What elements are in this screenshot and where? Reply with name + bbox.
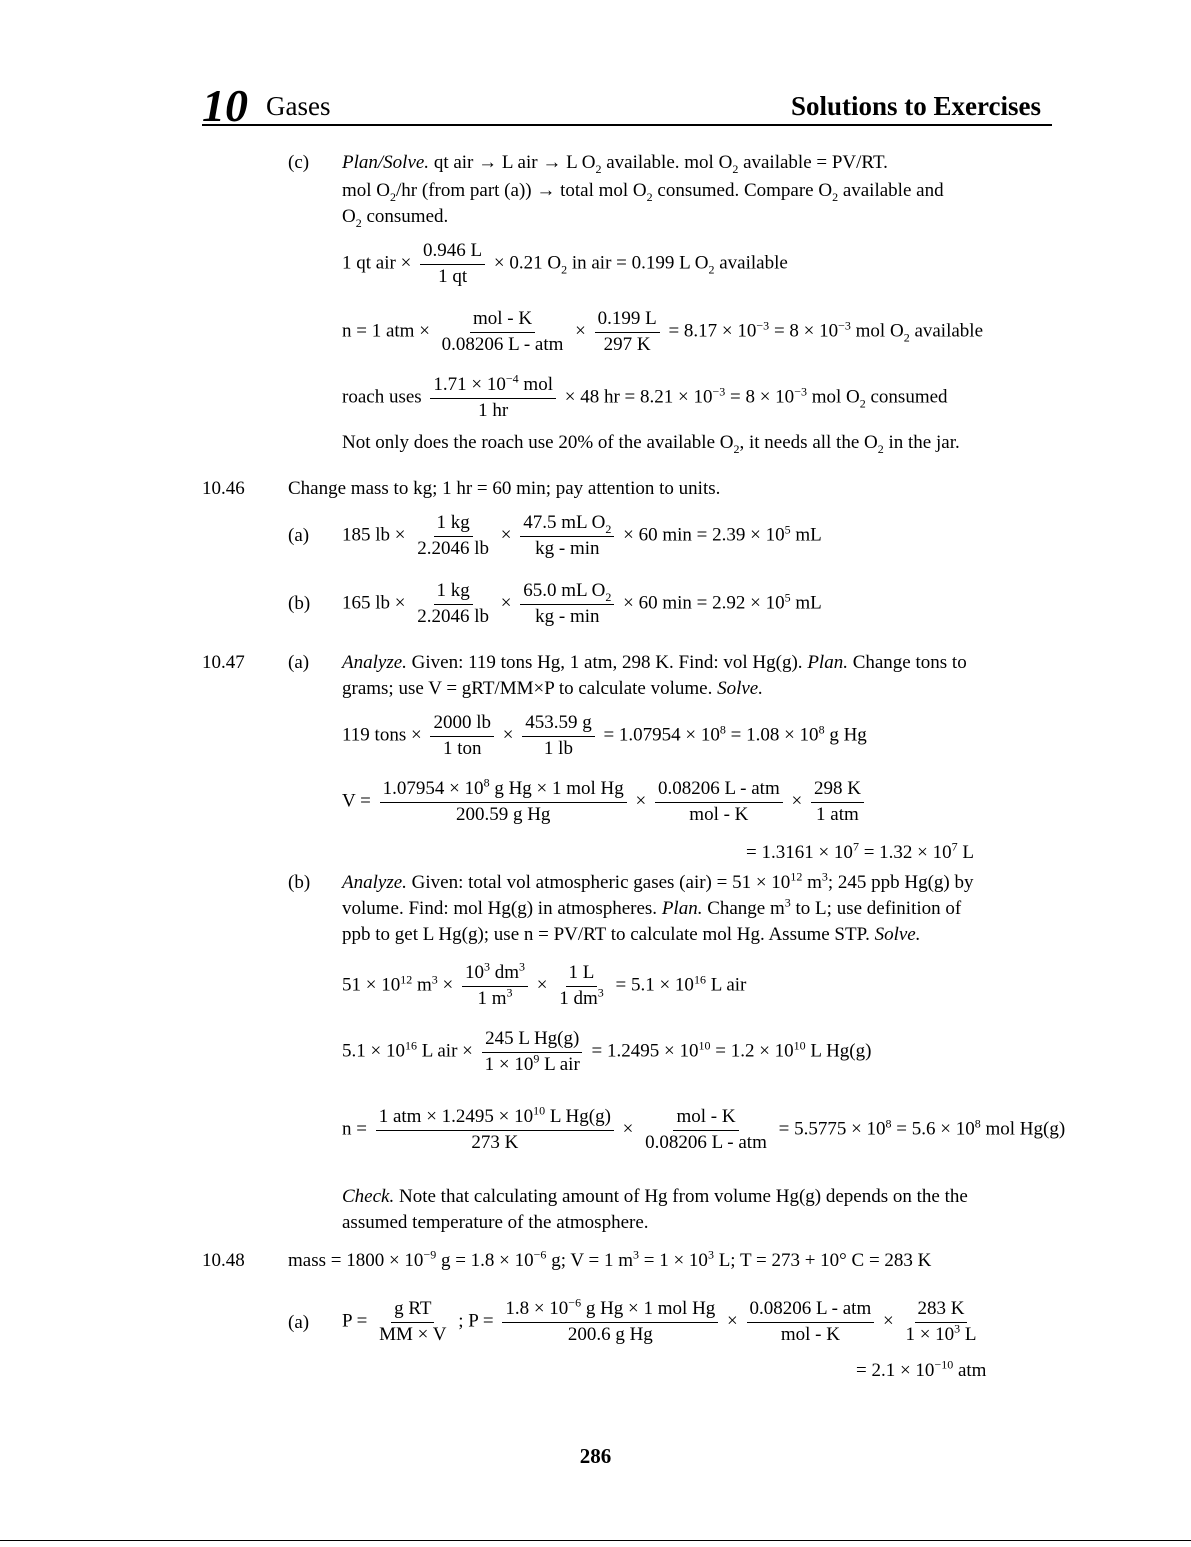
sup: 8	[719, 722, 726, 737]
text: mol O	[806, 386, 860, 408]
sub: 2	[561, 262, 568, 277]
text: g; V = 1 m	[546, 1250, 633, 1271]
part-label-c: (c)	[288, 152, 310, 173]
numerator: mol - K	[673, 1106, 738, 1131]
numerator: mol - K	[470, 308, 535, 333]
sup: 3	[519, 959, 525, 974]
text: Not only does the roach use 20% of the available O	[342, 432, 734, 453]
text: = 8 × 10	[725, 386, 795, 408]
text: mol O	[850, 320, 904, 342]
text: n =	[342, 1118, 367, 1140]
text: 165 lb ×	[342, 592, 406, 614]
10-47-b-equation-2	[342, 1028, 871, 1077]
text: L air	[705, 974, 747, 996]
sup: 3	[821, 869, 828, 884]
exercise-number-10-48: 10.48	[202, 1250, 245, 1271]
denominator: MM × V	[379, 1323, 447, 1345]
numerator: 298 K	[811, 778, 864, 803]
c-line-1	[342, 152, 888, 175]
text: grams; use V = gRT/MM×P to calculate volume.	[342, 678, 718, 699]
fraction	[376, 1298, 449, 1347]
text: × 48 hr = 8.21 × 10	[564, 386, 713, 408]
header-rule	[202, 124, 1052, 126]
text: = 5.1 × 10	[615, 974, 694, 996]
text: Solve.	[717, 678, 763, 699]
c-note	[342, 432, 960, 455]
sup: 3	[784, 895, 791, 910]
text: available. mol O	[601, 152, 733, 173]
numerator: 245 L Hg(g)	[482, 1028, 582, 1053]
text: L	[957, 842, 974, 863]
text: × 0.21 O	[493, 252, 562, 274]
denominator: 273 K	[471, 1131, 519, 1153]
text: consumed	[865, 386, 948, 408]
text: g = 1.8 × 10	[436, 1250, 534, 1271]
fraction	[902, 1298, 979, 1347]
10-47-check-line-2: assumed temperature of the atmosphere.	[342, 1212, 649, 1233]
fraction	[414, 580, 492, 629]
text: consumed. Compare O	[652, 180, 833, 201]
10-47-a-line-2	[342, 678, 763, 701]
sup: −3	[712, 384, 726, 399]
text: = 2.1 × 10	[856, 1360, 935, 1381]
10-46-intro: Change mass to kg; 1 hr = 60 min; pay attention to units.	[288, 478, 721, 499]
sub: 2	[646, 189, 653, 204]
times: ×	[500, 592, 512, 614]
c-equation-1	[342, 240, 788, 289]
sup: −3	[794, 384, 807, 399]
text: g Hg × 1 mol Hg	[581, 1298, 716, 1319]
text: 10	[464, 962, 484, 983]
text: mol	[518, 374, 553, 395]
fraction	[520, 580, 614, 629]
part-label-a: (a)	[288, 652, 310, 673]
text: m	[802, 872, 822, 893]
c-equation-2	[342, 308, 983, 357]
sup: 3	[954, 1321, 961, 1336]
denominator	[482, 1053, 583, 1077]
text: 1 × 10	[905, 1323, 955, 1345]
text: mL	[790, 592, 822, 614]
numerator	[430, 371, 556, 399]
text: O	[342, 206, 356, 227]
text: /hr (from part (a)) → total mol O	[396, 180, 647, 201]
text: L	[960, 1323, 977, 1345]
text: P =	[342, 1310, 368, 1332]
text: 1 dm	[559, 987, 598, 1009]
numerator: 1 kg	[434, 512, 473, 537]
text: Analyze.	[342, 652, 407, 673]
sub: 2	[832, 189, 839, 204]
text: consumed.	[361, 206, 449, 227]
sup: 8	[818, 722, 825, 737]
denominator: 1 lb	[543, 737, 573, 759]
text: dm	[489, 962, 519, 983]
exercise-number-10-47: 10.47	[202, 652, 245, 673]
10-47-check-line-1	[342, 1186, 968, 1209]
numerator: 1 kg	[434, 580, 473, 605]
fraction	[376, 1103, 614, 1155]
text: Change tons to	[847, 652, 967, 673]
part-label-a: (a)	[288, 525, 310, 546]
text: V =	[342, 790, 371, 812]
10-47-b-equation-1	[342, 959, 747, 1011]
text: , it needs all the O	[739, 432, 878, 453]
denominator: 297 K	[603, 333, 651, 355]
text: L air ×	[416, 1040, 473, 1062]
sup: 3	[506, 985, 513, 1000]
text: n = 1 atm ×	[342, 320, 430, 342]
text: g Hg × 1 mol Hg	[489, 778, 624, 799]
sup: 7	[951, 839, 958, 854]
sup: −6	[568, 1295, 582, 1310]
numerator: 283 K	[915, 1298, 968, 1323]
denominator: 1 atm	[816, 803, 859, 825]
fraction	[430, 371, 556, 423]
denominator: kg - min	[535, 605, 600, 627]
text: Given: 119 tons Hg, 1 atm, 298 K. Find: vol Hg(g).	[406, 652, 808, 673]
numerator: 0.08206 L - atm	[655, 778, 783, 803]
fraction	[655, 778, 783, 827]
10-48-a-result	[856, 1357, 987, 1383]
sup: 3	[483, 959, 490, 974]
numerator: 453.59 g	[522, 712, 595, 737]
text: = 1.2 × 10	[710, 1040, 794, 1062]
text: = 5.6 × 10	[891, 1118, 975, 1140]
10-46-b-equation	[342, 580, 822, 629]
sub: 2	[355, 215, 362, 230]
text: Given: total vol atmospheric gases (air) = 51 × 10	[406, 872, 791, 893]
sub: 2	[605, 521, 612, 536]
numerator	[520, 580, 614, 605]
fraction	[522, 712, 595, 761]
text: = 1 × 10	[639, 1250, 708, 1271]
sub: 2	[877, 441, 884, 456]
sup: 12	[790, 869, 803, 884]
times: ×	[791, 790, 803, 812]
sup: 10	[793, 1038, 806, 1053]
numerator: 0.08206 L - atm	[747, 1298, 875, 1323]
text: mL	[790, 524, 822, 546]
10-47-b-equation-3	[342, 1103, 1066, 1155]
text: L Hg(g)	[805, 1040, 872, 1062]
text: qt air → L air → L O	[429, 152, 596, 173]
sup: 3	[431, 972, 438, 987]
text: roach uses	[342, 386, 422, 408]
denominator	[556, 987, 607, 1011]
numerator: 1 L	[566, 962, 598, 987]
sub: 2	[903, 330, 910, 345]
times: ×	[727, 1310, 738, 1332]
text: 1 m	[477, 987, 507, 1009]
sup: 5	[784, 590, 791, 605]
section-title: Solutions to Exercises	[790, 91, 1041, 121]
c-line-3	[342, 206, 448, 229]
sub: 2	[732, 161, 739, 176]
text: mol O	[342, 180, 391, 201]
sup: 5	[784, 522, 791, 537]
text: = 8 × 10	[769, 320, 839, 342]
c-line-2	[342, 180, 944, 203]
text: g Hg	[824, 724, 867, 746]
sup: 16	[693, 972, 706, 987]
text: Change m	[702, 898, 785, 919]
c-equation-3	[342, 371, 948, 423]
denominator: 1 qt	[438, 265, 468, 287]
denominator	[474, 987, 515, 1011]
text: Plan.	[661, 898, 703, 919]
fraction	[439, 308, 567, 357]
numerator	[520, 512, 614, 537]
text: = 5.5775 × 10	[778, 1118, 886, 1140]
part-label-b: (b)	[288, 872, 311, 893]
text: L Hg(g)	[545, 1106, 611, 1127]
times: ×	[882, 1310, 894, 1332]
denominator: mol - K	[689, 803, 749, 825]
sup: 10	[698, 1038, 711, 1053]
fraction	[482, 1028, 583, 1077]
sup: 3	[633, 1247, 639, 1262]
chapter-number: 10	[202, 80, 248, 131]
text: L; T = 273 + 10° C = 283 K	[713, 1250, 932, 1271]
text: = 1.2495 × 10	[591, 1040, 699, 1062]
numerator: 2000 lb	[430, 712, 494, 737]
10-47-b-line-3	[342, 924, 920, 947]
fraction	[414, 512, 492, 561]
text: ppb to get L Hg(g); use n = PV/RT to calculate mol Hg. Assume STP.	[342, 924, 875, 945]
fraction	[520, 512, 614, 561]
sub: 2	[390, 189, 397, 204]
page-number: 286	[579, 1444, 612, 1468]
text: available	[714, 252, 788, 274]
text: 51 × 10	[342, 974, 401, 996]
times: ×	[622, 1118, 634, 1140]
numerator	[376, 1103, 614, 1131]
fraction	[556, 962, 607, 1011]
part-label-b: (b)	[288, 593, 311, 614]
text: 1.71 × 10	[433, 374, 506, 395]
text: available = PV/RT.	[738, 152, 888, 173]
10-47-b-line-2	[342, 895, 962, 921]
sup: −4	[505, 371, 519, 386]
fraction	[502, 1295, 718, 1347]
text: available	[909, 320, 984, 342]
10-47-b-line-1	[342, 869, 974, 895]
exercise-number-10-46: 10.46	[202, 478, 245, 499]
text: Check.	[342, 1186, 395, 1207]
text: Plan.	[807, 652, 848, 673]
sub: 2	[708, 262, 715, 277]
fraction	[595, 308, 660, 357]
text: volume. Find: mol Hg(g) in atmospheres.	[342, 898, 662, 919]
10-46-a-equation	[342, 512, 822, 561]
text: Solve.	[874, 924, 921, 945]
numerator: g RT	[391, 1298, 434, 1323]
denominator: 1 ton	[442, 737, 482, 759]
denominator: 2.2046 lb	[417, 537, 490, 559]
sup: 10	[533, 1103, 546, 1118]
text: = 1.3161 × 10	[746, 842, 853, 863]
text: = 1.07954 × 10	[603, 724, 720, 746]
sup: 8	[483, 775, 490, 790]
text: mol Hg(g)	[980, 1118, 1066, 1140]
times: ×	[502, 724, 514, 746]
text: 1 atm × 1.2495 × 10	[378, 1106, 534, 1127]
plan-solve-lead: Plan/Solve.	[342, 152, 430, 173]
10-47-a-equation-2	[342, 775, 868, 827]
sub: 2	[605, 589, 612, 604]
denominator: kg - min	[535, 537, 600, 559]
text: ×	[437, 974, 454, 996]
text: 1 × 10	[484, 1053, 534, 1075]
denominator: mol - K	[780, 1323, 840, 1345]
text: ; 245 ppb Hg(g) by	[827, 872, 974, 893]
text: in the jar.	[883, 432, 960, 453]
text: m	[412, 974, 432, 996]
text: 1.8 × 10	[505, 1298, 569, 1319]
text: Note that calculating amount of Hg from volume Hg(g) depends on the the	[394, 1186, 968, 1207]
denominator: 200.6 g Hg	[567, 1323, 653, 1345]
sub: 2	[733, 441, 740, 456]
text: mass = 1800 × 10	[288, 1250, 424, 1271]
text: = 1.32 × 10	[858, 842, 952, 863]
text: ×	[575, 320, 586, 342]
fraction	[430, 712, 494, 761]
sup: 8	[974, 1116, 981, 1131]
text: available and	[838, 180, 944, 201]
text: × 60 min = 2.39 × 10	[623, 524, 785, 546]
10-48-intro	[288, 1247, 932, 1273]
sup: 9	[533, 1051, 540, 1066]
text: 1.07954 × 10	[382, 778, 484, 799]
numerator	[502, 1295, 718, 1323]
text: ; P =	[458, 1310, 494, 1332]
times: ×	[500, 524, 512, 546]
part-label-a: (a)	[288, 1312, 310, 1333]
text: Analyze.	[342, 872, 407, 893]
10-47-a-line-1	[342, 652, 967, 675]
10-47-a-equation-1	[342, 712, 867, 761]
text: 47.5 mL O	[523, 512, 606, 533]
text: × 60 min = 2.92 × 10	[623, 592, 785, 614]
sub: 2	[859, 396, 866, 411]
numerator: 0.946 L	[420, 240, 485, 265]
sup: 12	[400, 972, 413, 987]
sup: 3	[597, 985, 604, 1000]
sup: 16	[404, 1038, 417, 1053]
sup: −9	[423, 1247, 437, 1262]
text: L air	[539, 1053, 580, 1075]
fraction	[642, 1106, 770, 1155]
10-47-a-result	[746, 839, 974, 865]
denominator: 200.59 g Hg	[455, 803, 551, 825]
text: 65.0 mL O	[523, 580, 606, 601]
sup: −6	[533, 1247, 547, 1262]
text: 5.1 × 10	[342, 1040, 405, 1062]
text: 1 qt air ×	[342, 252, 412, 274]
sup: −10	[934, 1357, 954, 1372]
text: = 1.08 × 10	[725, 724, 819, 746]
10-48-a-equation	[342, 1295, 984, 1347]
times: ×	[635, 790, 647, 812]
numerator	[380, 775, 627, 803]
numerator: 0.199 L	[595, 308, 660, 333]
denominator: 0.08206 L - atm	[645, 1131, 767, 1153]
text: = 8.17 × 10	[668, 320, 757, 342]
fraction	[420, 240, 485, 289]
sub: 2	[595, 161, 602, 176]
sup: 7	[852, 839, 859, 854]
fraction	[811, 778, 864, 827]
text: 185 lb ×	[342, 524, 406, 546]
chapter-title: Gases	[266, 91, 331, 121]
denominator: 1 hr	[478, 399, 509, 421]
times: ×	[536, 974, 548, 996]
fraction	[462, 959, 528, 1011]
text: 119 tons ×	[342, 724, 422, 746]
sup: −3	[838, 318, 851, 333]
text: to L; use definition of	[790, 898, 962, 919]
sup: −3	[756, 318, 770, 333]
fraction	[380, 775, 627, 827]
numerator	[462, 959, 528, 987]
denominator: 2.2046 lb	[417, 605, 490, 627]
sup: 3	[707, 1247, 714, 1262]
fraction	[747, 1298, 875, 1347]
denominator	[902, 1323, 979, 1347]
text: atm	[953, 1360, 987, 1381]
bottom-rule	[0, 1540, 1191, 1541]
denominator: 0.08206 L - atm	[441, 333, 564, 355]
sup: 8	[885, 1116, 892, 1131]
text: in air = 0.199 L O	[567, 252, 709, 274]
